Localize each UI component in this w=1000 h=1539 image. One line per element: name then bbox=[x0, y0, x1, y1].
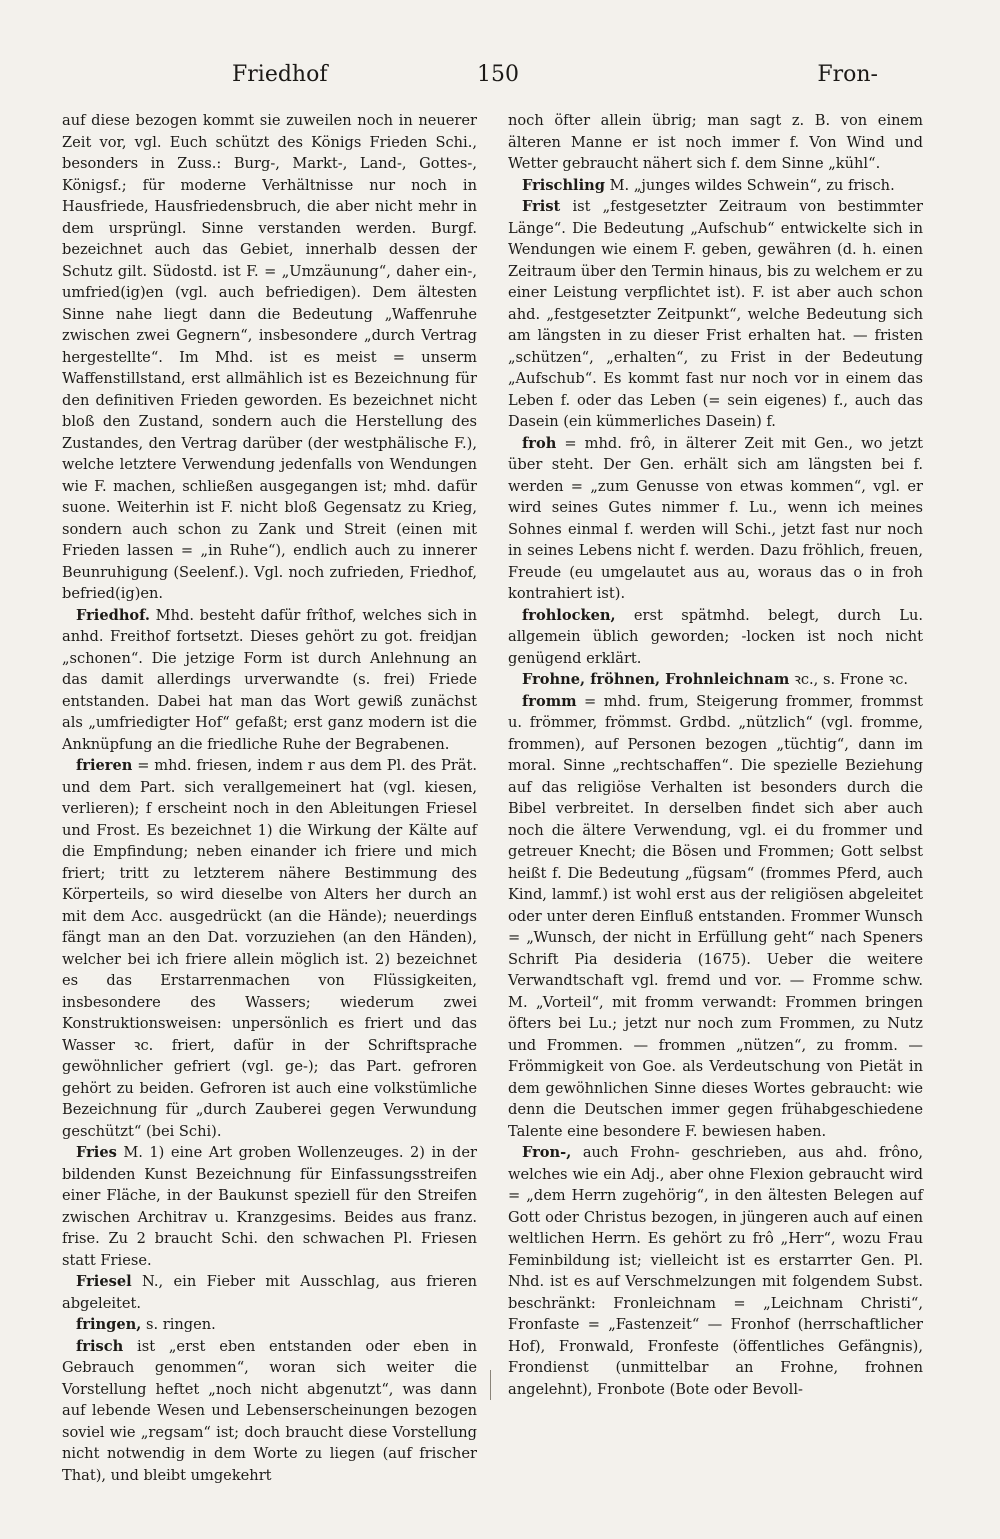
column-divider bbox=[490, 1370, 491, 1400]
headword: Friesel bbox=[76, 1273, 132, 1290]
headword: Fries bbox=[76, 1144, 117, 1161]
entry-paragraph: Fries M. 1) eine Art groben Wollenzeuges. 2) in der bildenden Kunst Bezeichnung für Einfassungsstreifen einer Fläche, in der Baukunst speziell für den Streifen zwischen Architrav u. Kranzgesims. Beides aus franz. frise. Zu 2 braucht Schi. den schwachen Pl. Friesen statt Friese. bbox=[62, 1144, 477, 1269]
headword: fromm bbox=[522, 692, 577, 710]
header-left-word: Friedhof bbox=[232, 62, 328, 87]
page-number: 150 bbox=[477, 62, 519, 87]
entry-paragraph: froh = mhd. frô, in älterer Zeit mit Gen., wo jetzt über steht. Der Gen. erhält sich am längsten bei f. werden = „zum Genusse von etwas kommen“, vgl. er wird seines Gutes nimmer f. Lu., wenn ich meines Sohnes einmal f. werden will Schi., jetzt fast nur noch in seines Lebens nicht f. werden. Dazu fröhlich, freuen, Freude (eu umgelautet aus au, woraus das o in froh kontrahiert ist). bbox=[508, 434, 923, 602]
entry-paragraph: Frischling M. „junges wildes Schwein“, zu frisch. bbox=[522, 176, 895, 194]
entry-paragraph: Fron-, auch Frohn- geschrieben, aus ahd. frôno, welches wie ein Adj., aber ohne Flexion gebraucht wird = „dem Herrn zugehörig“, in den ältesten Belegen auf Gott oder Christus bezogen, in jüngeren auch auf einen weltlichen Herrn. Es gehört zu frô „Herr“, wozu Frau Feminbildung ist; vielleicht ist es erstarrter Gen. Pl. Nhd. ist es auf Verschmelzungen mit folgendem Subst. beschränkt: Fronleichnam = „Leichnam Christi“, Fronfaste = „Fastenzeit“ — Fronhof (herrschaftlicher Hof), Fronwald, Fronfeste (öffentliches Gefängnis), Frondienst (unmittelbar an Frohne, frohnen angelehnt), Fronbote (Bote oder Bevoll- bbox=[508, 1144, 923, 1398]
header-right-word: Fron- bbox=[817, 62, 878, 87]
entry-paragraph: frohlocken, erst spätmhd. belegt, durch Lu. allgemein üblich geworden; -locken ist noch nicht genügend erklärt. bbox=[508, 606, 923, 667]
entry-paragraph: frisch ist „erst eben entstanden oder eben in Gebrauch genommen“, woran sich weiter die Vorstellung heftet „noch nicht abgenutzt“, was dann auf lebende Wesen und Lebenserscheinungen bezogen soviel wie „regsam“ ist; doch braucht diese Vorstellung nicht notwendig in dem Worte zu liegen (auf frischer That), und bleibt umgekehrt bbox=[62, 1337, 477, 1484]
entry-paragraph: Friesel N., ein Fieber mit Ausschlag, aus frieren abgeleitet. bbox=[62, 1273, 477, 1312]
entry-paragraph: fringen, s. ringen. bbox=[76, 1316, 216, 1333]
headword: Frischling bbox=[522, 176, 605, 194]
headword: frisch bbox=[76, 1337, 124, 1355]
headword: frohlocken, bbox=[522, 606, 616, 624]
entry-paragraph: fromm = mhd. frum, Steigerung frommer, frommst u. frömmer, frömmst. Grdbd. „nützlich“ (vgl. fromme, frommen), auf Personen bezogen „tüchtig“, dann im moral. Sinne „rechtschaffen“. Die spezielle Beziehung auf das religiöse Verhalten ist besonders durch die Bibel verbreitet. In derselben findet sich aber auch noch die ältere Verwendung, vgl. ei du frommer und getreuer Knecht; die Bösen und Frommen; Gott selbst heißt f. Die Bedeutung „fügsam“ (frommes Pferd, auch Kind, lammf.) ist wohl erst aus der religiösen abgeleitet oder unter deren Einfluß entstanden. Frommer Wunsch = „Wunsch, der nicht in Erfüllung geht“ nach Speners Schrift Pia desideria (1675). Ueber die weitere Verwandtschaft vgl. fremd und vor. — Fromme schw. M. „Vorteil“, mit fromm verwandt: Frommen bringen öfters bei Lu.; jetzt nur noch zum Frommen, zu Nutz und Frommen. — frommen „nützen“, zu fromm. — Frömmigkeit von Goe. als Verdeutschung von Pietät in dem gewöhnlichen Sinne dieses Wortes gebraucht: wie denn die Deutschen immer gegen frühabgeschiedene Talente eine besondere F. bewiesen haben. bbox=[508, 692, 923, 1140]
headword: fringen, bbox=[76, 1316, 142, 1333]
headword: Frist bbox=[522, 198, 561, 215]
entry-paragraph: noch öfter allein übrig; man sagt z. B. von einem älteren Manne er ist noch immer f. Von Wind und Wetter gebraucht nähert sich f. dem Sinne „kühl“. bbox=[508, 112, 923, 172]
running-header bbox=[62, 62, 938, 96]
headword: frieren bbox=[76, 757, 133, 774]
entry-paragraph: Frohne, fröhnen, Frohnleichnam ꝛc., s. Frone ꝛc. bbox=[522, 671, 909, 688]
left-column bbox=[62, 110, 477, 1484]
entry-paragraph: auf diese bezogen kommt sie zuweilen noch in neuerer Zeit vor, vgl. Euch schützt des Königs Frieden Schi., besonders in Zuss.: Burg-, Markt-, Land-, Gottes-, Königsf.; für moderne Verhältnisse nur noch in Hausfriede, Hausfriedensbruch, die aber nicht mehr in dem ursprüngl. Sinne verstanden werden. Burgf. bezeichnet auch das Gebiet, innerhalb dessen der Schutz gilt. Südostd. ist F. = „Umzäunung“, daher ein-, umfried(ig)en (vgl. auch befriedigen). Dem ältesten Sinne nahe liegt dann die Bedeutung „Waffenruhe zwischen zwei Gegnern“, insbesondere „durch Vertrag hergestellte“. Im Mhd. ist es meist = unserm Waffenstillstand, erst allmählich ist es Bezeichnung für den definitiven Frieden geworden. Es bezeichnet nicht bloß den Zustand, sondern auch die Herstellung des Zustandes, den Vertrag darüber (der westphälische F.), welche letztere Verwendung jedenfalls von Wendungen wie F. machen, schließen ausgegangen ist; mhd. dafür suone. Weiterhin ist F. nicht bloß Gegensatz zu Krieg, sondern auch schon zu Zank und Streit (einen mit Frieden lassen = „in Ruhe“), endlich auch zu innerer Beunruhigung (Seelenf.). Vgl. noch zufrieden, Friedhof, befried(ig)en. bbox=[62, 112, 477, 602]
headword: Fron-, bbox=[522, 1144, 572, 1161]
headword: froh bbox=[522, 434, 557, 452]
entry-paragraph: frieren = mhd. friesen, indem r aus dem Pl. des Prät. und dem Part. sich verallgemeinert hat (vgl. kiesen, verlieren); f erscheint noch in den Ableitungen Friesel und Frost. Es bezeichnet 1) die Wirkung der Kälte auf die Empfindung; neben einander ich friere und mich friert; tritt zu letzterem nähere Bestimmung des Körperteils, so wird dieselbe von Alters her durch an mit dem Acc. ausgedrückt (an die Hände); neuerdings fängt man an den Dat. vorzuziehen (an den Händen), welcher bei ich friere allein möglich ist. 2) bezeichnet es das Erstarrenmachen von Flüssigkeiten, insbesondere des Wassers; wiederum zwei Konstruktionsweisen: unpersönlich es friert und das Wasser ꝛc. friert, dafür in der Schriftsprache gewöhnlicher gefriert (vgl. ge-); das Part. gefroren gehört zu beiden. Gefroren ist auch eine volkstümliche Bezeichnung für „durch Zauberei gegen Verwundung geschützt“ (bei Schi). bbox=[62, 757, 477, 1140]
headword: Friedhof. bbox=[76, 606, 151, 624]
headword: Frohne, fröhnen, Frohnleichnam bbox=[522, 671, 790, 688]
entry-paragraph: Frist ist „festgesetzter Zeitraum von bestimmter Länge“. Die Bedeutung „Aufschub“ entwickelte sich in Wendungen wie einem F. geben, gewähren (d. h. einen Zeitraum über den Termin hinaus, bis zu welchem er zu einer Leistung verpflichtet ist). F. ist aber auch schon ahd. „festgesetzter Zeitpunkt“, welche Bedeutung sich am längsten in zu dieser Frist erhalten hat. — fristen „schützen“, „erhalten“, zu Frist in der Bedeutung „Aufschub“. Es kommt fast nur noch vor in einem das Leben f. oder das Leben (= sein eigenes) f., auch das Dasein (ein kümmerliches Dasein) f. bbox=[508, 198, 923, 430]
right-column bbox=[508, 110, 923, 1410]
entry-paragraph: Friedhof. Mhd. besteht dafür frîthof, welches sich in anhd. Freithof fortsetzt. Dieses gehört zu got. freidjan „schonen“. Die jetzige Form ist durch Anlehnung an das damit allerdings urverwandte (s. frei) Friede entstanden. Dabei hat man das Wort gewiß zunächst als „umfriedigter Hof“ gefaßt; erst ganz modern ist die Anknüpfung an die friedliche Ruhe der Begrabenen. bbox=[62, 606, 477, 753]
